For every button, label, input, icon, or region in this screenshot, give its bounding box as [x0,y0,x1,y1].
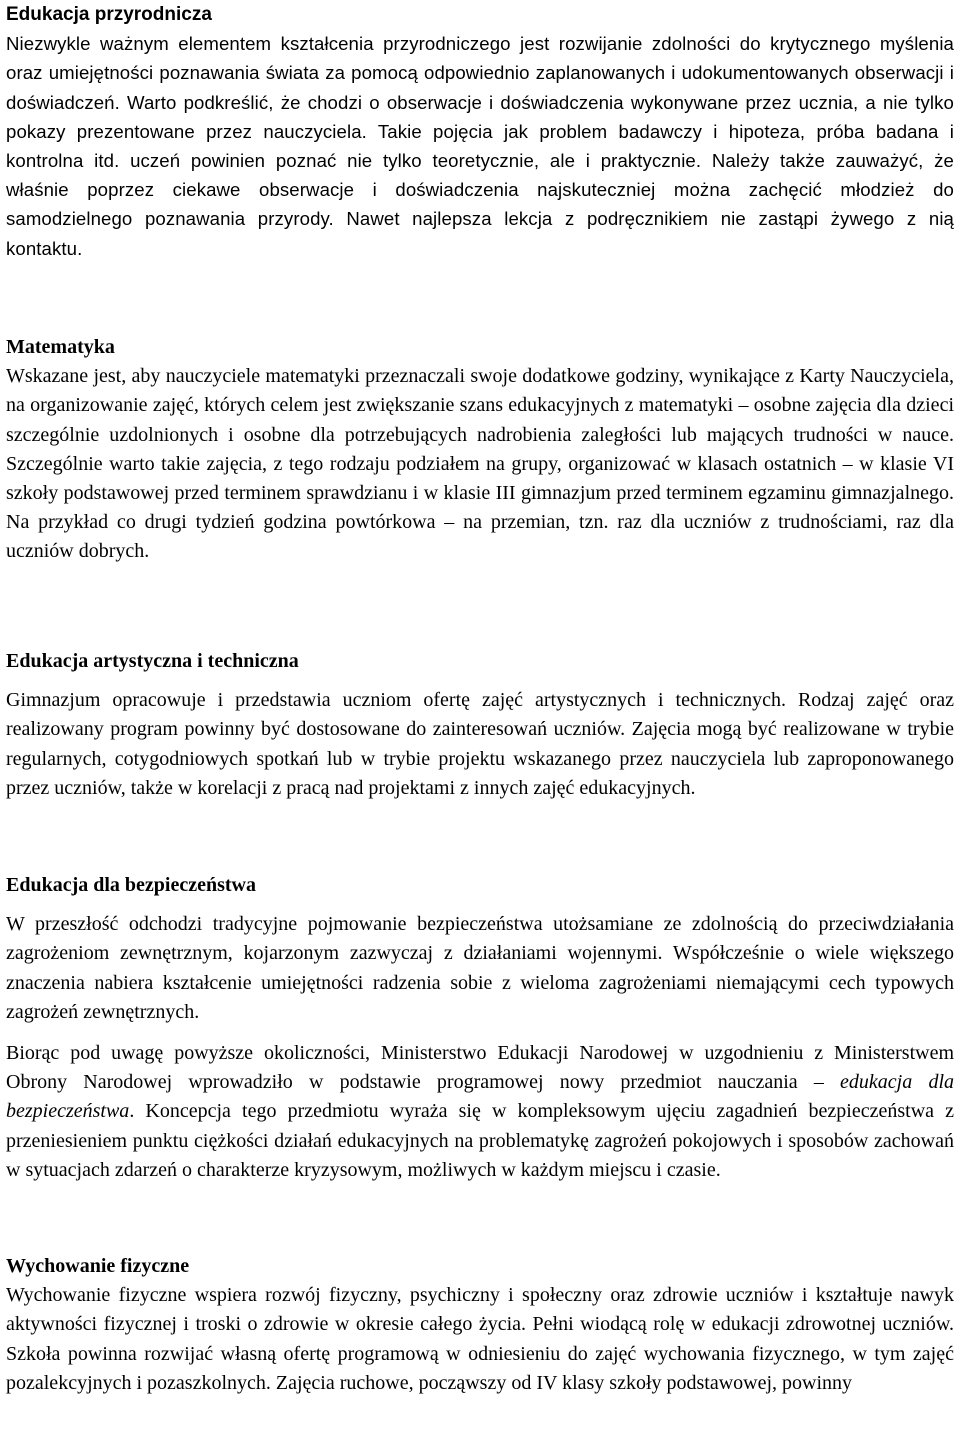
emphasized-term: edukacja dla bezpieczeństwa [6,1071,954,1123]
section-wychowanie-fizyczne [6,1252,954,1398]
section-matematyka [6,333,954,567]
section-paragraph: W przeszłość odchodzi tradycyjne pojmowanie bezpieczeństwa utożsamiane ze zdolnością do przeciwdziałania zagrożeniom zewnętrznym, kojarzonym zazwyczaj z działaniami wojennymi. Współcześnie o wiele większego znaczenia nabiera kształcenie umiejętności radzenia sobie z wieloma zagrożeniami niemającymi cech typowych zagrożeń zewnętrznych. [6,913,954,1023]
section-paragraph: Gimnazjum opracowuje i przedstawia uczniom ofertę zajęć artystycznych i technicznych. Rodzaj zajęć oraz realizowany program powinny być dostosowane do zainteresowań uczniów. Zajęcia mogą być realizowane w trybie regularnych, cotygodniowych spotkań lub w trybie projektu wskazanego przez nauczyciela lub zaproponowanego przez uczniów, także w korelacji z pracą nad projektami z innych zajęć edukacyjnych. [6,689,954,799]
paragraph-text: Biorąc pod uwagę powyższe okoliczności, Ministerstwo Edukacji Narodowej w uzgodnieniu z Ministerstwem Obrony Narodowej wprowadziło w podstawie programowej nowy przedmiot nauczania – [6,1042,954,1094]
section-edukacja-artystyczna-i-techniczna [6,647,954,803]
paragraph-text: . Koncepcja tego przedmiotu wyraża się w kompleksowym ujęciu zagadnień bezpieczeństwa z przeniesieniem punktu ciężkości działań edukacyjnych na problematykę zagrożeń pokojowych i sposobów zachowań w sytuacjach zdarzeń o charakterze kryzysowym, możliwych w każdym miejscu i czasie. [6,1100,954,1181]
section-heading: Matematyka [6,336,115,358]
section-heading: Wychowanie fizyczne [6,1255,190,1277]
section-edukacja-dla-bezpieczenstwa [6,871,954,1185]
section-heading: Edukacja dla bezpieczeństwa [6,874,256,896]
section-edukacja-przyrodnicza [6,0,954,263]
section-paragraph: Niezwykle ważnym elementem kształcenia przyrodniczego jest rozwijanie zdolności do krytycznego myślenia oraz umiejętności poznawania świata za pomocą odpowiednio zaplanowanych i udokumentowanych obserwacji i doświadczeń. Warto podkreślić, że chodzi o obserwacje i doświadczenia wykonywane przez ucznia, a nie tylko pokazy prezentowane przez nauczyciela. Takie pojęcia jak problem badawczy i hipoteza, próba badana i kontrolna itd. uczeń powinien poznać nie tylko teoretycznie, ale i praktycznie. Należy także zauważyć, że właśnie poprzez ciekawe obserwacje i doświadczenia najskuteczniej można zachęcić młodzież do samodzielnego poznawania przyrody. Nawet najlepsza lekcja z podręcznikiem nie zastąpi żywego z nią kontaktu. [6,33,954,259]
section-heading: Edukacja przyrodnicza [6,4,212,25]
section-paragraph: Wskazane jest, aby nauczyciele matematyki przeznaczali swoje dodatkowe godziny, wynikające z Karty Nauczyciela, na organizowanie zajęć, których celem jest zwiększanie szans edukacyjnych z matematyki – osobne zajęcia dla dzieci szczególnie uzdolnionych i osobne dla potrzebujących nadrobienia zaległości lub mających trudności w nauce. Szczególnie warto takie zajęcia, z tego rodzaju podziałem na grupy, organizować w klasach ostatnich – w klasie VI szkoły podstawowej przed terminem sprawdzianu i w klasie III gimnazjum przed terminem egzaminu gimnazjalnego. Na przykład co drugi tydzień godzina powtórkowa – na przemian, tzn. raz dla uczniów z trudnościami, raz dla uczniów dobrych. [6,365,954,563]
section-paragraph: Wychowanie fizyczne wspiera rozwój fizyczny, psychiczny i społeczny oraz zdrowie uczniów i kształtuje nawyk aktywności fizycznej i troski o zdrowie w okresie całego życia. Pełni wiodącą rolę w edukacji zdrowotnej uczniów. Szkoła powinna rozwijać własną ofertę programową w odniesieniu do zajęć wychowania fizycznego, w tym zajęć pozalekcyjnych i pozaszkolnych. Zajęcia ruchowe, począwszy od IV klasy szkoły podstawowej, powinny [6,1284,954,1394]
section-heading: Edukacja artystyczna i techniczna [6,650,299,672]
section-paragraph [6,1039,954,1185]
